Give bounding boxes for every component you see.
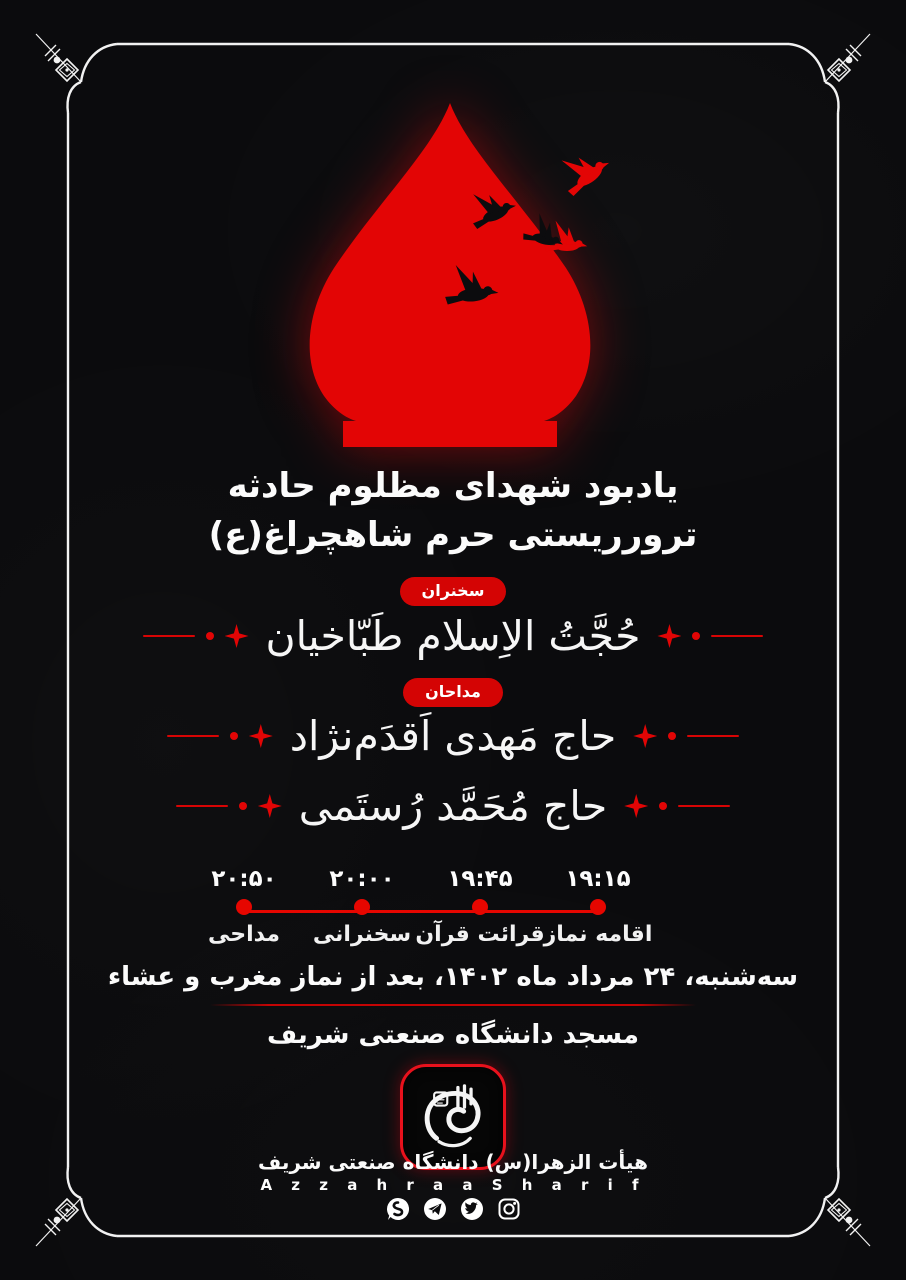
- instagram-icon: [496, 1196, 522, 1222]
- stop-time: ۲۰:۵۰: [211, 866, 277, 892]
- social-icons-row: [0, 1196, 906, 1222]
- red-divider: [210, 1004, 696, 1006]
- diamond-star-icon: [657, 624, 681, 648]
- ornament-line: [143, 635, 195, 637]
- soroush-icon: [385, 1196, 411, 1222]
- diamond-star-icon: [225, 624, 249, 648]
- timeline-dot: [354, 899, 370, 915]
- organization-name: هیأت الزهرا(س) دانشگاه صنعتی شریف: [258, 1150, 648, 1174]
- ornament-line: [711, 635, 763, 637]
- stop-time: ۱۹:۴۵: [447, 866, 513, 892]
- ornament-dot: [692, 632, 700, 640]
- diamond-star-icon: [633, 724, 657, 748]
- timeline-stop-sokhanrani: [303, 866, 421, 947]
- ornament-dot: [239, 802, 247, 810]
- ornament-dot: [668, 732, 676, 740]
- page-title: [0, 462, 906, 561]
- speaker-section: [0, 577, 906, 606]
- timeline-stop-madahi: [185, 866, 303, 947]
- timeline-stop-qeraat: [415, 866, 545, 947]
- eulogist-name-1: حاج مَهدی اَقدَم‌نژاد: [289, 712, 617, 760]
- title-line-1: یادبود شهدای مظلوم حادثه: [227, 466, 679, 506]
- timeline-line: [244, 910, 598, 913]
- timeline-dot: [590, 899, 606, 915]
- eulogists-badge: مداحان: [403, 678, 503, 707]
- timeline-dot: [236, 899, 252, 915]
- telegram-icon: [422, 1196, 448, 1222]
- ornament-line: [678, 805, 730, 807]
- eulogists-section: [0, 678, 906, 707]
- speaker-badge: سخنران: [400, 577, 507, 606]
- diamond-star-icon: [249, 724, 273, 748]
- ornament-dot: [206, 632, 214, 640]
- stop-label: قرائت قرآن: [415, 922, 545, 947]
- twitter-icon: [459, 1196, 485, 1222]
- title-line-2: ترورریستی حرم شاهچراغ(ع): [208, 515, 698, 556]
- eulogist-name-row: [0, 782, 906, 830]
- diamond-star-icon: [624, 794, 648, 818]
- timeline-dot: [472, 899, 488, 915]
- social-handle: A z z a h r a a S h a r i f: [260, 1176, 646, 1194]
- speaker-name-row: [0, 612, 906, 660]
- stop-label: سخنرانی: [312, 922, 412, 947]
- ornament-line: [167, 735, 219, 737]
- ornament-line: [176, 805, 228, 807]
- diamond-star-icon: [258, 794, 282, 818]
- eulogist-name-2: حاج مُحَمَّد رُستَمی: [298, 782, 608, 830]
- eulogist-name-row: [0, 712, 906, 760]
- ornament-line: [687, 735, 739, 737]
- speaker-name: حُجَّتُ الاِسلام طَبّاخیان: [265, 612, 641, 660]
- ornament-dot: [230, 732, 238, 740]
- event-date: سه‌شنبه، ۲۴ مرداد ماه ۱۴۰۲، بعد از نماز مغرب و عشاء: [107, 962, 799, 992]
- schedule-timeline: [185, 866, 657, 947]
- stop-label: اقامه نماز: [543, 922, 653, 947]
- timeline-stop-eqame-namaz: [539, 866, 657, 947]
- stop-time: ۲۰:۰۰: [329, 866, 395, 892]
- stop-label: مداحی: [208, 922, 280, 947]
- event-location: مسجد دانشگاه صنعتی شریف: [267, 1020, 639, 1050]
- stop-time: ۱۹:۱۵: [565, 866, 631, 892]
- ornament-dot: [659, 802, 667, 810]
- calligraphy-logo-icon: [412, 1076, 494, 1158]
